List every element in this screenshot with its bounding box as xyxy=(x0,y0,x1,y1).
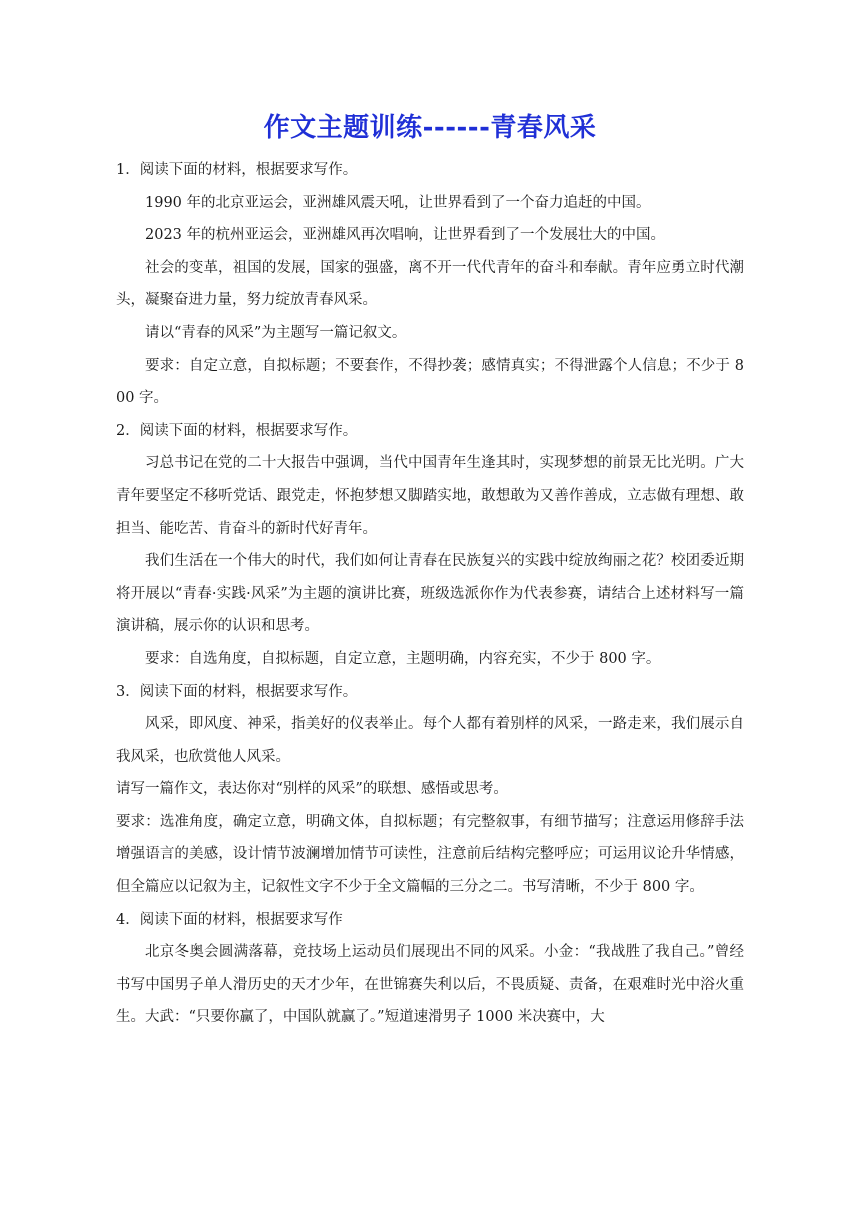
question-4 xyxy=(116,904,744,1034)
material-paragraph: 北京冬奥会圆满落幕，竞技场上运动员们展现出不同的风采。小金：“我战胜了我自己。”曾经书写中国男子单人滑历史的天才少年，在世锦赛失利以后，不畏质疑、责备，在艰难时光中浴火重生。大武：“只要你赢了，中国队就赢了。”短道速滑男子 1000 米决赛中，大 xyxy=(116,944,744,1026)
requirement-paragraph: 要求：自选角度，自拟标题，自定立意，主题明确，内容充实，不少于 800 字。 xyxy=(145,650,661,667)
question-heading: 3．阅读下面的材料，根据要求写作。 xyxy=(116,683,358,700)
requirement-paragraph: 要求：自定立意，自拟标题；不要套作，不得抄袭；感情真实；不得泄露个人信息；不少于 800 字。 xyxy=(116,357,744,407)
question-heading: 1．阅读下面的材料，根据要求写作。 xyxy=(116,162,358,178)
requirement-paragraph: 要求：选准角度，确定立意，明确文体，自拟标题；有完整叙事，有细节描写；注意运用修辞手法增强语言的美感，设计情节波澜增加情节可读性，注意前后结构完整呼应；可运用议论升华情感，但全篇应以记叙为主，记叙性文字不少于全文篇幅的三分之二。书写清晰，不少于 800 字。 xyxy=(116,813,744,896)
prompt-paragraph: 我们生活在一个伟大的时代，我们如何让青春在民族复兴的实践中绽放绚丽之花？校团委近期将开展以“青春·实践·风采”为主题的演讲比赛，班级选派你作为代表参赛，请结合上述材料写一篇演讲稿，展示你的认识和思考。 xyxy=(116,553,744,635)
material-paragraph: 风采，即风度、神采，指美好的仪表举止。每个人都有着别样的风采，一路走来，我们展示自我风采，也欣赏他人风采。 xyxy=(116,716,744,765)
material-paragraph: 1990 年的北京亚运会，亚洲雄风震天吼，让世界看到了一个奋力追赶的中国。 xyxy=(145,194,651,211)
question-2 xyxy=(116,415,744,676)
prompt-paragraph: 请以“青春的风采”为主题写一篇记叙文。 xyxy=(145,324,407,341)
question-heading: 4．阅读下面的材料，根据要求写作 xyxy=(116,911,343,928)
material-paragraph: 习总书记在党的二十大报告中强调，当代中国青年生逢其时，实现梦想的前景无比光明。广大青年要坚定不移听党话、跟党走，怀抱梦想又脚踏实地，敢想敢为又善作善成，立志做有理想、敢担当、能吃苦、肯奋斗的新时代好青年。 xyxy=(116,455,744,537)
prompt-paragraph: 请写一篇作文，表达你对“别样的风采”的联想、感悟或思考。 xyxy=(116,781,508,798)
material-paragraph: 2023 年的杭州亚运会，亚洲雄风再次唱响，让世界看到了一个发展壮大的中国。 xyxy=(145,227,666,244)
question-1 xyxy=(116,154,744,415)
document-title: 作文主题训练------青春风采 xyxy=(263,113,597,143)
material-paragraph: 社会的变革，祖国的发展，国家的强盛，离不开一代代青年的奋斗和奉献。青年应勇立时代潮头，凝聚奋进力量，努力绽放青春风采。 xyxy=(116,259,744,309)
document-page xyxy=(116,108,744,1034)
question-3 xyxy=(116,676,744,904)
question-heading: 2．阅读下面的材料，根据要求写作。 xyxy=(116,422,358,439)
